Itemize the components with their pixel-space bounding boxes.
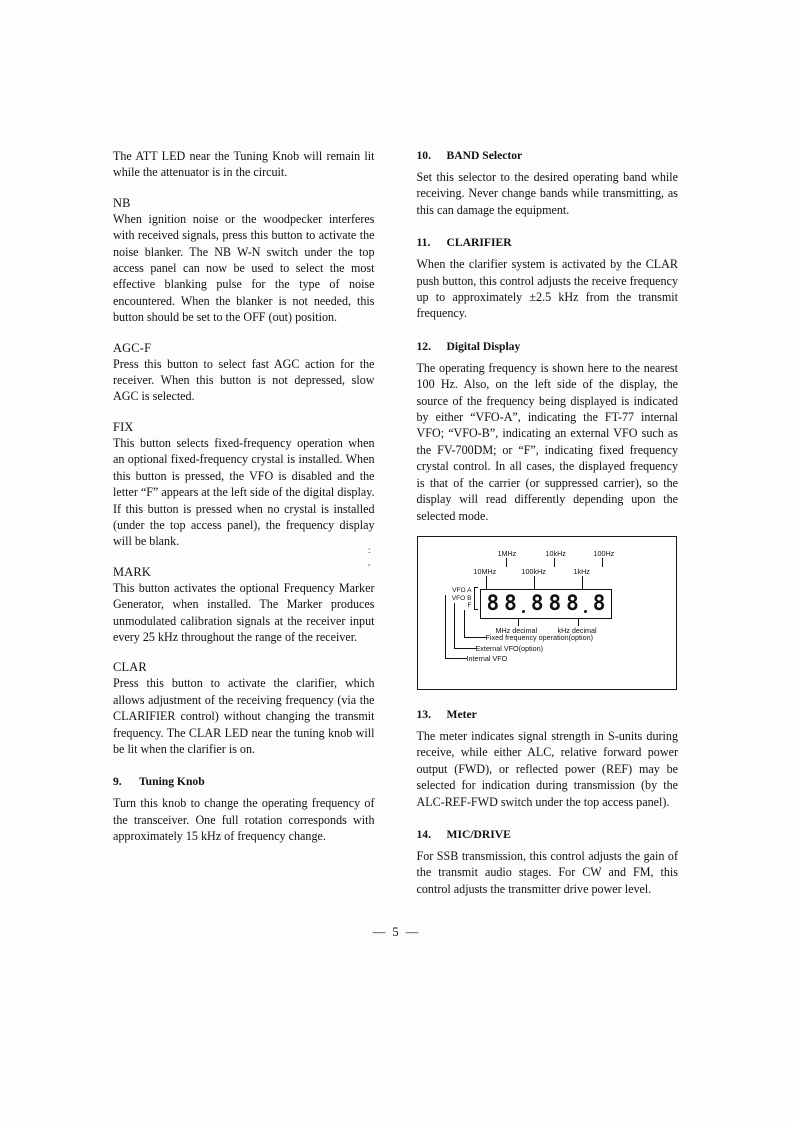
page-number: — 5 —: [372, 925, 421, 939]
figure-callout-external-vfo: External VFO(option): [475, 643, 544, 653]
figure-label-vfo-b: VFO B: [451, 594, 472, 602]
figure-leader-line: [554, 558, 555, 567]
numbered-heading-digital-display: [417, 339, 679, 355]
figure-callout-line: [464, 610, 465, 638]
section-heading-fix: FIX: [113, 419, 134, 434]
scan-artifact-mark: :: [368, 545, 371, 555]
numbered-heading-title: MIC/DRIVE: [446, 827, 511, 841]
figure-bracket-line: [474, 587, 475, 610]
figure-callout-fixed-frequency: Fixed frequency operation(option): [485, 632, 593, 642]
numbered-heading-title: CLARIFIER: [446, 236, 512, 250]
section-paragraph-agcf: Press this button to select fast AGC action for the receiver. When this button is not depressed, slow AGC is selected.: [113, 356, 375, 404]
right-column: [417, 148, 679, 897]
figure-leader-line: [578, 619, 579, 626]
figure-digit: 8: [548, 591, 561, 616]
figure-callout-line: [454, 648, 476, 649]
numbered-heading-clarifier: [417, 235, 679, 251]
intro-paragraph: The ATT LED near the Tuning Knob will remain lit while the attenuator is in the circuit.: [113, 149, 375, 180]
figure-label-10khz: 10kHz: [545, 548, 566, 558]
numbered-paragraph-mic-drive: For SSB transmission, this control adjusts the gain of the transmit audio stages. For CW and FM, this control adjusts the transmitter drive power level.: [416, 848, 678, 896]
figure-label-vfo-a: VFO A: [452, 586, 472, 594]
figure-digit: 8: [566, 591, 578, 616]
figure-leader-line: [534, 576, 535, 589]
numbered-heading-title: Tuning Knob: [139, 775, 205, 789]
numbered-heading-number: 13.: [416, 707, 431, 721]
numbered-heading-meter: [417, 707, 679, 723]
section-heading-agcf: AGC-F: [113, 340, 152, 355]
numbered-heading-number: 10.: [416, 149, 431, 162]
figure-callout-internal-vfo: Internal VFO: [466, 653, 508, 663]
figure-bracket-line: [474, 587, 478, 588]
figure-label-100hz: 100Hz: [593, 548, 615, 558]
figure-label-khz-decimal: kHz decimal: [557, 625, 597, 635]
scan-artifact-mark: ,: [368, 557, 371, 567]
digital-display-figure: [417, 536, 677, 690]
figure-callout-line: [454, 603, 455, 649]
figure-leader-line: [602, 558, 603, 567]
page-columns: [113, 148, 678, 897]
figure-digit: 8: [504, 591, 516, 616]
figure-lcd-display: [480, 589, 612, 619]
figure-vfo-indicators: [445, 587, 472, 610]
left-column: [113, 148, 375, 897]
numbered-paragraph-meter: The meter indicates signal strength in S-units during receive, while either ALC, relative forward power output (FWD), or reflected power (REF) may be selected for indication during transmission (by the ALC-REF-FWD switch under the top access panel).: [416, 728, 678, 809]
figure-label-mhz-decimal: MHz decimal: [495, 625, 538, 635]
figure-khz-decimal-point: [584, 610, 587, 613]
numbered-paragraph-clarifier: When the clarifier system is activated by the CLAR push button, this control adjusts the receive frequency up to approximately ±2.5 kHz from the transmit frequency.: [416, 257, 678, 321]
section-heading-mark: MARK: [113, 564, 151, 579]
figure-label-f: F: [467, 602, 472, 610]
figure-leader-line: [506, 558, 507, 567]
numbered-heading-tuning-knob: [113, 774, 375, 790]
section-heading-clar: CLAR: [113, 660, 147, 675]
numbered-heading-number: 11.: [416, 236, 431, 250]
numbered-heading-mic-drive: [417, 827, 679, 843]
section-paragraph-nb: When ignition noise or the woodpecker interferes with received signals, press this button to activate the noise blanker. The NB W-N switch under the top access panel can now be used to select the most effective blanking pulse for the type of noise encountered. When the blanker is not needed, this button should be set to the OFF (out) position.: [113, 211, 375, 325]
section-paragraph-fix: This button selects fixed-frequency operation when an optional fixed-frequency crystal is installed. When this button is pressed, the VFO is disabled and the letter “F” appears at the left side of the digital display. If this button is pressed when no crystal is installed (under the top access panel), the frequency display will be blank.: [113, 435, 375, 549]
numbered-heading-title: Meter: [446, 707, 477, 721]
figure-label-1mhz: 1MHz: [497, 548, 517, 558]
figure-digit: 8: [592, 591, 605, 616]
figure-leader-line: [582, 576, 583, 589]
section-heading-nb: NB: [113, 195, 131, 210]
figure-label-10mhz: 10MHz: [473, 566, 497, 576]
figure-callout-line: [445, 658, 467, 659]
section-paragraph-mark: This button activates the optional Frequency Marker Generator, when installed. The Marker produces unmodulated calibration signals at the receiver input every 25 kHz throughout the range of the receiver.: [113, 580, 375, 644]
figure-mhz-decimal-point: [522, 610, 525, 613]
numbered-paragraph-band-selector: Set this selector to the desired operating band while receiving. Never change bands while transmitting, as this can damage the equipment.: [416, 170, 678, 217]
numbered-paragraph-digital-display: The operating frequency is shown here to the nearest 100 Hz. Also, on the left side of the display, the source of the frequency being displayed is indicated by either “VFO-A”, indicating the FT-77 internal VFO; “VFO-B”, indicating an external VFO such as the FV-700DM; or “F”, indicating fixed frequency crystal control. In all cases, the displayed frequency is that of the carrier (or suppressed carrier), so the display will read differently depending upon the selected mode.: [416, 360, 678, 523]
numbered-heading-number: 12.: [416, 339, 431, 353]
figure-leader-line: [518, 619, 519, 626]
figure-leader-line: [486, 576, 487, 589]
figure-digit: 8: [486, 591, 499, 616]
numbered-heading-title: Digital Display: [446, 339, 521, 353]
figure-bracket-line: [474, 609, 478, 610]
figure-digit: 8: [530, 591, 543, 616]
figure-label-1khz: 1kHz: [573, 566, 590, 576]
numbered-heading-number: 14.: [416, 827, 431, 841]
numbered-paragraph-tuning-knob: Turn this knob to change the operating frequency of the transceiver. One full rotation corresponds with approximately 15 kHz of frequency change.: [113, 796, 375, 844]
figure-label-100khz: 100kHz: [521, 566, 546, 576]
numbered-heading-band-selector: [417, 148, 679, 164]
figure-callout-line: [445, 595, 446, 659]
numbered-heading-title: BAND Selector: [446, 149, 523, 162]
figure-callout-line: [464, 637, 486, 638]
numbered-heading-number: 9.: [113, 775, 122, 789]
section-paragraph-clar: Press this button to activate the clarifier, which allows adjustment of the receiving frequency (via the CLARIFIER control) without changing the transmit frequency. The CLAR LED near the tuning knob will be lit when the clarifier is on.: [113, 676, 375, 756]
